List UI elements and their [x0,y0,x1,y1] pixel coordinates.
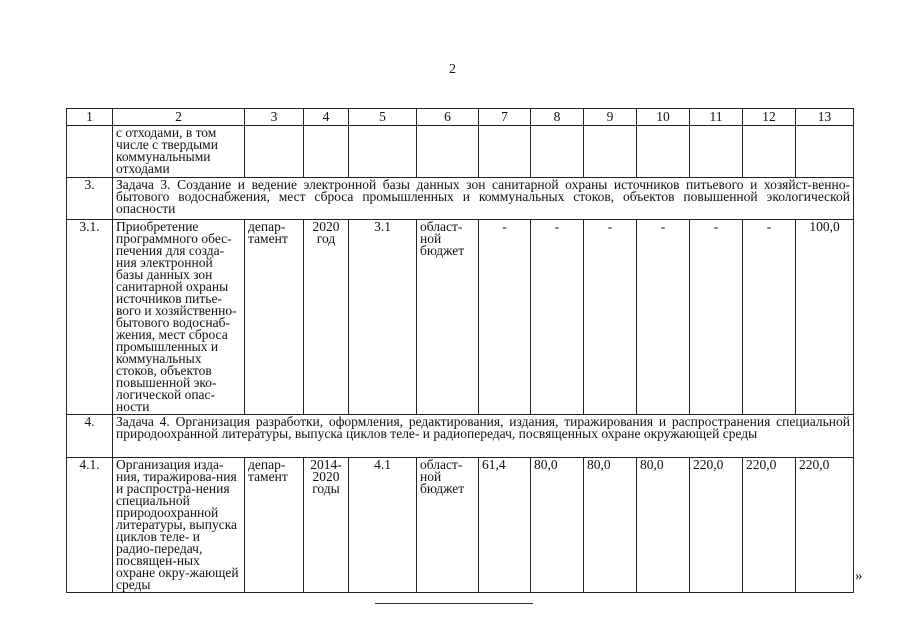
value-cell: 61,4 [479,458,531,593]
value-cell: - [637,220,690,415]
column-number: 1 [67,109,113,126]
footer-divider [375,603,533,604]
continuation-row [67,126,854,178]
empty-cell [637,126,690,178]
executor-cell: депар-тамент [245,458,304,593]
empty-cell [584,126,637,178]
value-cell: - [479,220,531,415]
value-cell: 80,0 [637,458,690,593]
empty-cell [796,126,854,178]
empty-cell [304,126,349,178]
closing-quote-mark: » [855,568,863,584]
empty-cell [67,126,113,178]
value-cell: 220,0 [690,458,743,593]
column-number: 3 [245,109,304,126]
task-row [67,178,854,220]
value-cell: - [584,220,637,415]
item-name-cell: Организация изда-ния, тиражирова-ния и распростра-нения специальной природоохранной литературы, выпуска циклов теле- и радио-передач, посвящен-ных охране окру-жающей среды [113,458,245,593]
value-cell: 80,0 [531,458,584,593]
task-row [67,415,854,458]
value-cell: - [690,220,743,415]
column-number: 9 [584,109,637,126]
executor-cell: депар-тамент [245,220,304,415]
item-row [67,220,854,415]
item-name-cell: Приобретение программного обес-печения для созда-ния электронной базы данных зон санитарной охраны источников питье-вого и хозяйственно-бытового водоснаб-жения, мест сброса промышленных и коммунальных стоков, объектов повышенной эко-логической опас-ности [113,220,245,415]
empty-cell [531,126,584,178]
column-number-row [67,109,854,126]
empty-cell [349,126,417,178]
column-number: 5 [349,109,417,126]
value-cell: - [743,220,796,415]
column-number: 6 [417,109,479,126]
task-text: Задача 3. Создание и ведение электронной базы данных зон санитарной охраны источников питьевого и хозяйст-венно-бытового водоснабжения, мест сброса промышленных и коммунальных стоков, объектов повышенной экологической опасности [113,178,854,220]
empty-cell [417,126,479,178]
value-cell: - [531,220,584,415]
program-table [66,108,854,593]
column-number: 13 [796,109,854,126]
empty-cell [479,126,531,178]
value-cell: 80,0 [584,458,637,593]
column-number: 2 [113,109,245,126]
funding-source-cell: област-ной бюджет [417,458,479,593]
empty-cell [743,126,796,178]
column-number: 4 [304,109,349,126]
task-number: 3. [67,178,113,220]
item-number: 4.1. [67,458,113,593]
column-number: 7 [479,109,531,126]
period-cell: 2020 год [304,220,349,415]
column-number: 10 [637,109,690,126]
empty-cell [245,126,304,178]
page-number: 2 [449,62,456,77]
column-number: 12 [743,109,796,126]
value-cell: 220,0 [796,458,854,593]
value-cell: 100,0 [796,220,854,415]
ref-cell: 4.1 [349,458,417,593]
ref-cell: 3.1 [349,220,417,415]
column-number: 8 [531,109,584,126]
funding-source-cell: област-ной бюджет [417,220,479,415]
period-cell: 2014-2020 годы [304,458,349,593]
task-text: Задача 4. Организация разработки, оформления, редактирования, издания, тиражирования и распространения специальной природоохранной литературы, выпуска циклов теле- и радиопередач, посвященных охране окружающей среды [113,415,854,458]
item-number: 3.1. [67,220,113,415]
item-row [67,458,854,593]
item-name-cell: с отходами, в том числе с твердыми коммунальными отходами [113,126,245,178]
empty-cell [690,126,743,178]
value-cell: 220,0 [743,458,796,593]
task-number: 4. [67,415,113,458]
column-number: 11 [690,109,743,126]
